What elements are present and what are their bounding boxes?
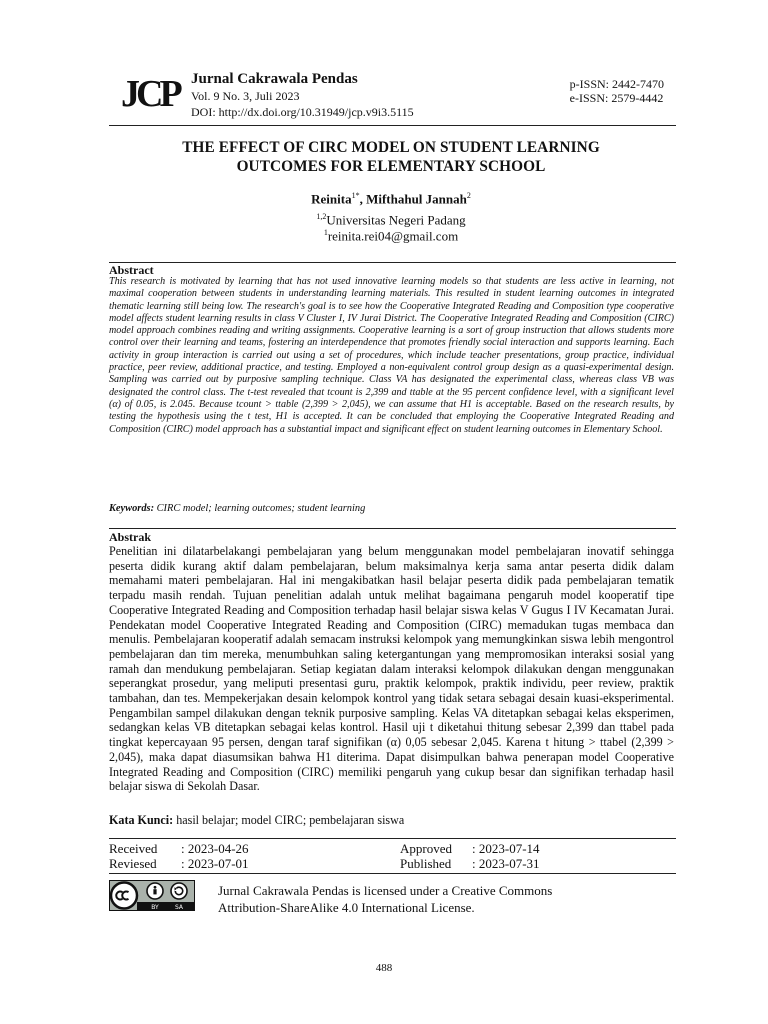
license-text bbox=[218, 882, 552, 916]
attribution-icon bbox=[147, 883, 163, 899]
abstrak-heading: Abstrak bbox=[109, 530, 152, 544]
author-email bbox=[100, 228, 682, 244]
kata-kunci-text: hasil belajar; model CIRC; pembelajaran siswa bbox=[173, 813, 405, 827]
share-alike-icon bbox=[171, 883, 187, 899]
title-line-2: OUTCOMES FOR ELEMENTARY SCHOOL bbox=[236, 158, 546, 175]
article-title bbox=[100, 138, 682, 176]
reviewed-value: : 2023-07-01 bbox=[181, 856, 249, 871]
journal-volume: Vol. 9 No. 3, Juli 2023 bbox=[191, 89, 300, 103]
abstrak-body: Penelitian ini dilatarbelakangi pembelajaran yang belum menggunakan model pembelajaran inovatif sehingga peserta didik kurang aktif dalam pembelajaran, belum maksimalnya kerja sama antar peserta didik dalam memahami materi pembelajaran. Hal ini mengakibatkan hasil belajar peserta didik pada pembelajaran tematik terpadu masih rendah. Tujuan penelitian adalah untuk melihat bagaimana pengaruh model kooperatif tipe Cooperative Integrated Reading and Composition terhadap hasil belajar siswa kelas V Gugus I IV Kecamatan Jurai. Pendekatan model Cooperative Integrated Reading and Composition (CIRC) memadukan tugas membaca dan menulis. Pembelajaran kooperatif adalah semacam instruksi kelompok yang memungkinkan siswa lebih mengontrol pembelajaran dan tim mereka, menumbuhkan saling ketergantungan yang mempromosikan interaksi sosial yang ramah dan mendukung pembelajaran. Setiap kegiatan dalam interaksi kelompok dilakukan dengan menggunakan seperangkat prosedur, yang meliputi presentasi guru, praktik kelompok, praktik individu, peer review, praktik tambahan, dan tes. Mempekerjakan desain kelompok kontrol yang tidak setara sebagai desain kuasi-eksperimental. Pengambilan sampel dilakukan dengan teknik purposive sampling. Kelas VA ditetapkan sebagai kelas eksperimen, sedangkan kelas VB ditetapkan sebagai kelas kontrol. Hasil uji t diketahui thitung sebesar 2,399 dan ttabel pada tingkat kepercayaan 95 persen, dengan taraf signifikan (α) 0,05 sebesar 2,045. Karena t hitung > ttabel (2,399 > 2,045), maka dapat diasumsikan bahwa H1 diterima. Dapat disimpulkan bahwa penerapan model Cooperative Integrated Reading and Composition (CIRC) memiliki pengaruh yang cukup besar dan signifikan terhadap hasil belajar siswa di Sekolah Dasar. bbox=[109, 544, 674, 794]
author-separator: , bbox=[359, 191, 367, 207]
reviewed-row bbox=[109, 856, 249, 872]
dates-rule-bottom bbox=[109, 873, 676, 874]
title-line-1: THE EFFECT OF CIRC MODEL ON STUDENT LEARNING bbox=[182, 139, 600, 156]
authors bbox=[100, 191, 682, 207]
published-row bbox=[400, 856, 540, 872]
svg-text:JCP: JCP bbox=[121, 73, 179, 114]
approved-label: Approved bbox=[400, 841, 452, 856]
abstrak-rule bbox=[109, 528, 676, 529]
cc-by-sa-badge[interactable] bbox=[109, 880, 195, 911]
keywords-text: CIRC model; learning outcomes; student learning bbox=[154, 503, 366, 514]
approved-value: : 2023-07-14 bbox=[472, 841, 540, 856]
received-value: : 2023-04-26 bbox=[181, 841, 249, 856]
approved-row bbox=[400, 841, 540, 857]
affiliation-text: Universitas Negeri Padang bbox=[326, 212, 466, 228]
journal-name: Jurnal Cakrawala Pendas bbox=[191, 71, 358, 87]
abstract-heading: Abstract bbox=[109, 263, 154, 277]
cc-icon bbox=[111, 883, 137, 909]
author-2-sup: 2 bbox=[466, 191, 471, 200]
published-value: : 2023-07-31 bbox=[472, 856, 540, 871]
author-2: Mifthahul Jannah bbox=[366, 191, 467, 207]
issn-block bbox=[570, 77, 664, 105]
abstrak-keywords bbox=[109, 813, 404, 828]
received-label: Received bbox=[109, 841, 158, 856]
dates-rule-top bbox=[109, 838, 676, 839]
received-row bbox=[109, 841, 249, 857]
header-rule bbox=[109, 125, 676, 126]
email-sup: 1 bbox=[323, 228, 328, 237]
page-number: 488 bbox=[375, 962, 393, 974]
license-line-1: Jurnal Cakrawala Pendas is licensed under a Creative Commons bbox=[218, 883, 553, 898]
kata-kunci-label: Kata Kunci: bbox=[109, 813, 174, 827]
reviewed-label: Reviesed bbox=[109, 856, 157, 871]
published-label: Published bbox=[400, 856, 452, 871]
p-issn: p-ISSN: 2442-7470 bbox=[569, 77, 664, 91]
journal-logo bbox=[121, 70, 183, 114]
affiliation bbox=[100, 212, 682, 228]
keywords-label: Keywords: bbox=[109, 503, 155, 514]
journal-doi[interactable]: DOI: http://dx.doi.org/10.31949/jcp.v9i3.5115 bbox=[191, 105, 414, 119]
abstract-rule bbox=[109, 262, 676, 263]
author-1-sup: 1* bbox=[351, 191, 360, 200]
e-issn: e-ISSN: 2579-4442 bbox=[569, 91, 664, 105]
badge-by-label: BY bbox=[151, 904, 159, 911]
affiliation-sup: 1,2 bbox=[316, 212, 327, 221]
abstract-body: This research is motivated by learning that has not used innovative learning models so that students are less active in learning, not maximal cooperation between students in understanding learning materials. This resulted in student learning outcomes in integrated thematic learning still being low. The research's goal is to see how the Cooperative Integrated Reading and Composition type cooperative model affects student learning results in class V Cluster I, IV Jurai District. The Cooperative Integrated Reading and Composition (CIRC) model approach combines reading and writing assignments. Cooperative learning is a sort of group instruction that allows students more control over their learning and teams, fostering an interdependence that promotes friendly social interaction and supports learning. Each activity in group interaction is carried out using a set of procedures, which include teacher presentations, group practice, individual practice, peer review, additional practice, and testing. Employed a non-equivalent control group design as a quasi-experimental design. Sampling was carried out by purposive sampling technique. Class VA has designated the experimental class, whereas class VB was designated the control class. The t-test revealed that tcount is 2,399 and ttable at the 95 percent confidence level, with a significant level (α) of 0.05, is 2.045. Because tcount > ttable (2,399 > 2,045), we can assume that H1 is acceptable. Based on the research results, by testing the hypothesis using the t test, H1 is accepted. It can be concluded that employing the Cooperative Integrated Reading and Composition (CIRC) model approach has a substantial impact and significant effect on student learning outcomes in Elementary School. bbox=[109, 276, 674, 435]
author-1: Reinita bbox=[311, 191, 352, 207]
license-line-2: Attribution-ShareAlike 4.0 International License. bbox=[218, 900, 475, 915]
badge-sa-label: SA bbox=[174, 904, 184, 911]
email-text[interactable]: reinita.rei04@gmail.com bbox=[327, 228, 459, 244]
abstract-keywords bbox=[109, 503, 365, 514]
